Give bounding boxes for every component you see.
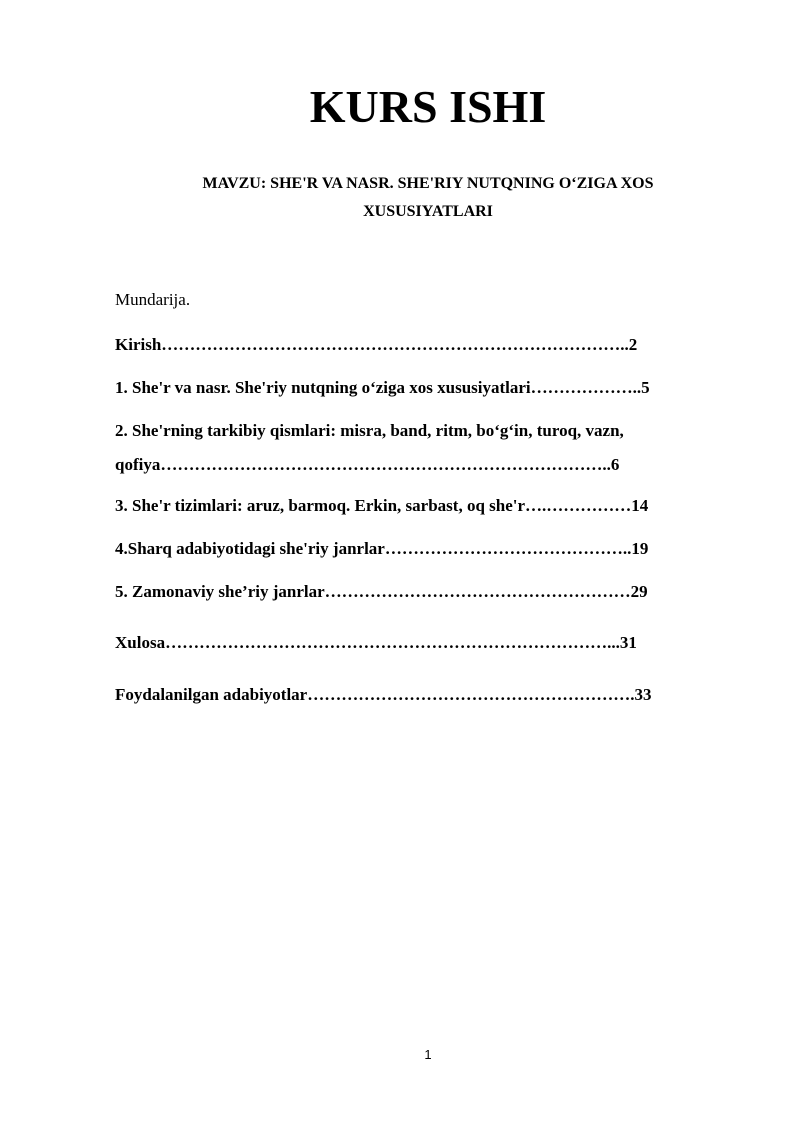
document-title: KURS ISHI [309,81,547,132]
subject-heading: MAVZU: SHE'R VA NASR. SHE'RIY NUTQNING O‘ZIGA XOS XUSUSIYATLARI [202,175,654,220]
toc-entry-references: Foydalanilgan adabiyotlar………………………………………………….33 [115,685,652,704]
toc-entry-chapter-4: 4.Sharq adabiyotidagi she'riy janrlar……………………………………..19 [115,539,649,558]
toc-heading: Mundarija. [115,290,191,309]
page-number: 1 [424,1047,432,1062]
toc-entry-conclusion: Xulosa……………………………………………………………………...31 [115,633,637,652]
toc-entry-chapter-3: 3. She'r tizimlari: aruz, barmoq. Erkin, sarbast, oq she'r….……………14 [115,496,649,515]
toc-entry-introduction: Kirish………………………………………………………………………..2 [115,335,638,354]
toc-entry-chapter-5: 5. Zamonaviy she’riy janrlar………………………………………………29 [115,582,648,601]
toc-entry-chapter-1: 1. She'r va nasr. She'riy nutqning o‘ziga xos xususiyatlari………………..5 [115,378,650,397]
toc-entry-chapter-2: 2. She'rning tarkibiy qismlari: misra, band, ritm, bo‘g‘in, turoq, vazn, qofiya……………………………………………………………………..6 [115,421,624,474]
